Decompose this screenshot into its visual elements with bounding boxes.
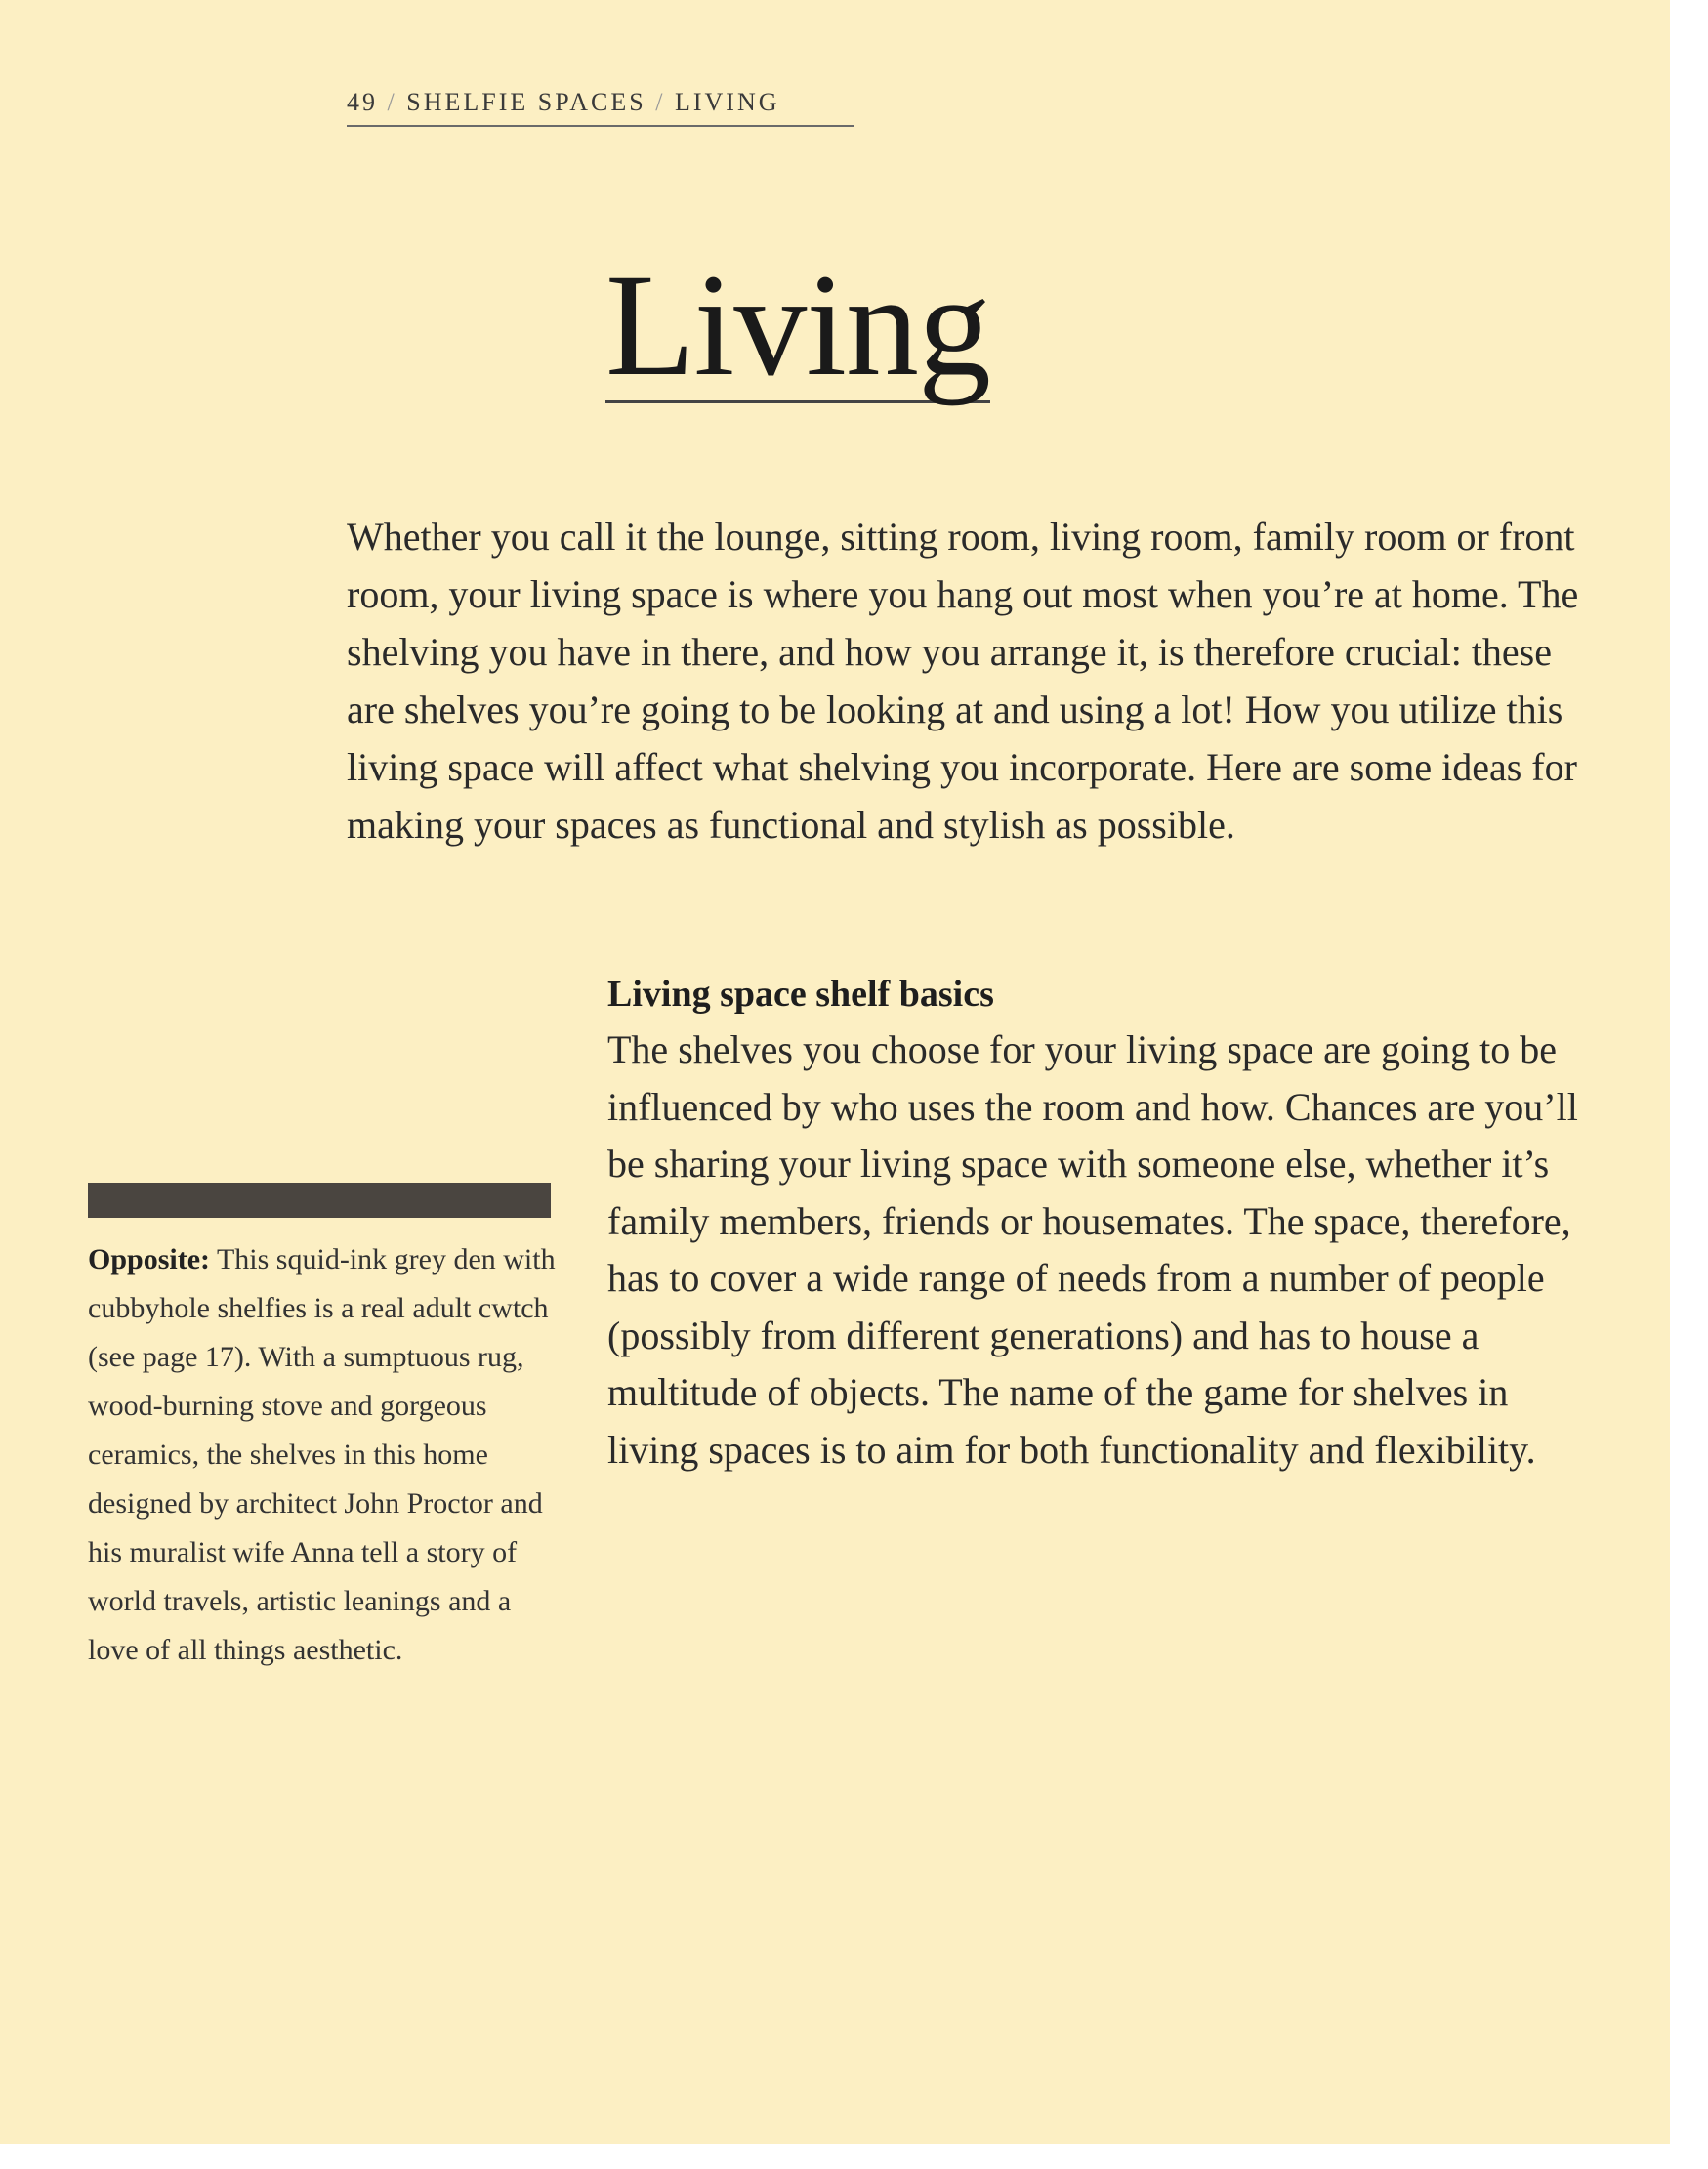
- running-head-separator-2: /: [655, 88, 666, 116]
- section-heading: Living space shelf basics: [607, 974, 994, 1015]
- photo-caption: [88, 1235, 557, 1675]
- page-number: 49: [347, 88, 378, 116]
- caption-rule: [88, 1183, 551, 1218]
- section-shelf-basics: [607, 967, 1594, 1479]
- running-head: [347, 88, 854, 127]
- caption-text: This squid-ink grey den with cubbyhole shelfies is a real adult cwtch (see page 17). With a sumptuous rug, wood-burning stove and gorgeous ceramics, the shelves in this home designed by architect John Proctor and his muralist wife Anna tell a story of world travels, artistic leanings and a love of all things aesthetic.: [88, 1243, 556, 1666]
- running-head-chapter: LIVING: [674, 88, 780, 116]
- page-title: Living: [605, 244, 990, 406]
- running-head-separator: /: [387, 88, 397, 116]
- section-body: The shelves you choose for your living space are going to be influenced by who uses the room and how. Chances are you’ll be sharing your living space with someone else, whether it’s family members, friends or housemates. The space, therefore, has to cover a wide range of needs from a number of people (possibly from different generations) and has to house a multitude of objects. The name of the game for shelves in living spaces is to aim for both functionality and flexibility.: [607, 1027, 1578, 1472]
- caption-lead: Opposite:: [88, 1243, 211, 1275]
- running-head-section: SHELFIE SPACES: [406, 88, 646, 116]
- intro-paragraph: Whether you call it the lounge, sitting room, living room, family room or front room, your living space is where you hang out most when you’re at home. The shelving you have in there, and how you arrange it, is therefore crucial: these are shelves you’re going to be looking at and using a lot! How you utilize this living space will affect what shelving you incorporate. Here are some ideas for making your spaces as functional and stylish as possible.: [347, 515, 1579, 847]
